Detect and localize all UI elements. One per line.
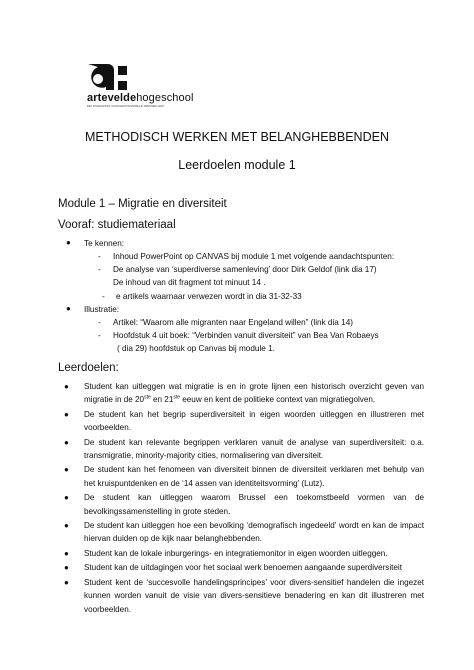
document-title: METHODISCH WERKEN MET BELANGHEBBENDEN (85, 130, 389, 144)
bullet-icon: ● (66, 238, 71, 247)
logo-wordmark-bold: artevelde (87, 92, 137, 104)
te-kennen-item: De analyse van ‘superdiverse samenleving’ door Dirk Geldof (link dia 17) (113, 265, 377, 274)
goal-text: Student kan uitleggen wat migratie is en in grote lijnen een historisch overzicht geven van migratie in de 20 (84, 382, 424, 405)
learning-goals-list (64, 380, 424, 617)
goal-text: Student kent de ‘succesvolle handelingsprincipes’ voor divers-sensitief handelen die ingezet kunnen worden vanuit de visie van divers-sensitieve benadering en kan dit illustreren met voorbeelden. (84, 577, 424, 614)
goal-text: De student kan het fenomeen van diversiteit binnen de diversiteit verklaren met behulp van het kruispuntdenken en de ‘14 assen van identiteitsvorming’ (Lutz). (84, 465, 424, 488)
illustratie-item: Hoofdstuk 4 uit boek: “Verbinden vanuit diversiteit” van Bea Van Robaeys (113, 331, 379, 340)
goal-text: De student kan het begrip superdiversiteit in eigen woorden uitleggen en illustreren met voorbeelden. (84, 409, 424, 433)
illustratie-item: Artikel: “Waarom alle migranten naar Engeland willen” (link dia 14) (113, 318, 353, 327)
te-kennen-item: e artikels waarnaar verwezen wordt in dia 31-32-33 (116, 292, 302, 301)
arteveldehogeschool-logo (84, 62, 194, 110)
goal-text: De student kan uitleggen hoe een bevolking ‘demografisch ingedeeld’ wordt en kan de impact hiervan duiden op de kijk naar belanghebbenden. (84, 521, 424, 544)
illustratie-item: ( dia 29) hoofdstuk op Canvas bij module 1. (117, 344, 275, 353)
bullet-icon: ● (64, 548, 69, 558)
goal-text: Student kan de lokale inburgerings- en integratiemonitor in eigen woorden uitleggen. (84, 548, 388, 558)
learning-goal-item (64, 519, 424, 546)
learning-goal-item (64, 380, 424, 407)
te-kennen-item: De inhoud van dit fragment tot minuut 14 . (113, 278, 266, 287)
vooraf-heading: Vooraf: studiemateriaal (58, 219, 176, 231)
goal-superscript: ste (173, 394, 181, 401)
dash-icon: - (98, 331, 101, 340)
goal-text: en 21 (150, 395, 174, 405)
bullet-icon: ● (64, 563, 69, 573)
dash-icon: - (102, 292, 105, 301)
bullet-icon: ● (64, 493, 69, 503)
learning-goal-item (64, 436, 424, 463)
goal-superscript: ste (144, 394, 151, 401)
bullet-icon: ● (64, 465, 69, 475)
learning-goal-item (64, 547, 424, 560)
te-kennen-item: Inhoud PowerPoint op CANVAS bij module 1 met volgende aandachtspunten: (113, 252, 395, 261)
dash-icon: - (98, 318, 101, 327)
bullet-icon: ● (66, 304, 71, 313)
bullet-icon: ● (64, 437, 69, 447)
te-kennen-label: Te kennen: (84, 239, 125, 248)
bullet-icon: ● (64, 521, 69, 531)
dash-icon: - (98, 265, 101, 274)
learning-goal-item (64, 491, 424, 518)
bullet-icon: ● (64, 382, 69, 391)
document-subtitle: Leerdoelen module 1 (178, 158, 296, 172)
logo-tagline: EEN HOGESCHOOL VOOR MAATSCHAPPELIJK OPENHEID GENT (87, 105, 165, 108)
logo-wordmark-light: hogeschool (136, 92, 194, 104)
bullet-icon: ● (64, 577, 69, 587)
goal-text: De student kan relevante begrippen verklaren vanuit de analyse van superdiversiteit: o.a. transmigratie, minority-majority cities, normalisering van diversiteit. (84, 437, 424, 461)
learning-goal-item (64, 408, 424, 435)
learning-goal-item (64, 576, 424, 616)
module-heading: Module 1 – Migratie en diversiteit (58, 198, 227, 210)
goal-text: eeuw en kent de politieke context van migratiegolven. (180, 395, 376, 405)
bullet-icon: ● (64, 409, 69, 419)
leerdoelen-heading: Leerdoelen: (58, 362, 119, 374)
dash-icon: - (98, 252, 101, 261)
illustratie-label: Illustratie: (84, 305, 120, 314)
learning-goal-item (64, 561, 424, 574)
logo-mark-icon (84, 62, 132, 92)
logo-wordmark (87, 92, 194, 104)
goal-text: Student kan de uitdagingen voor het sociaal werk benoemen aangaande superdiversiteit (84, 563, 402, 573)
goal-text: De student kan uitleggen waarom Brussel een toekomstbeeld vormen van de bevolkingssamenstelling in grote steden. (84, 493, 424, 516)
learning-goal-item (64, 463, 424, 490)
